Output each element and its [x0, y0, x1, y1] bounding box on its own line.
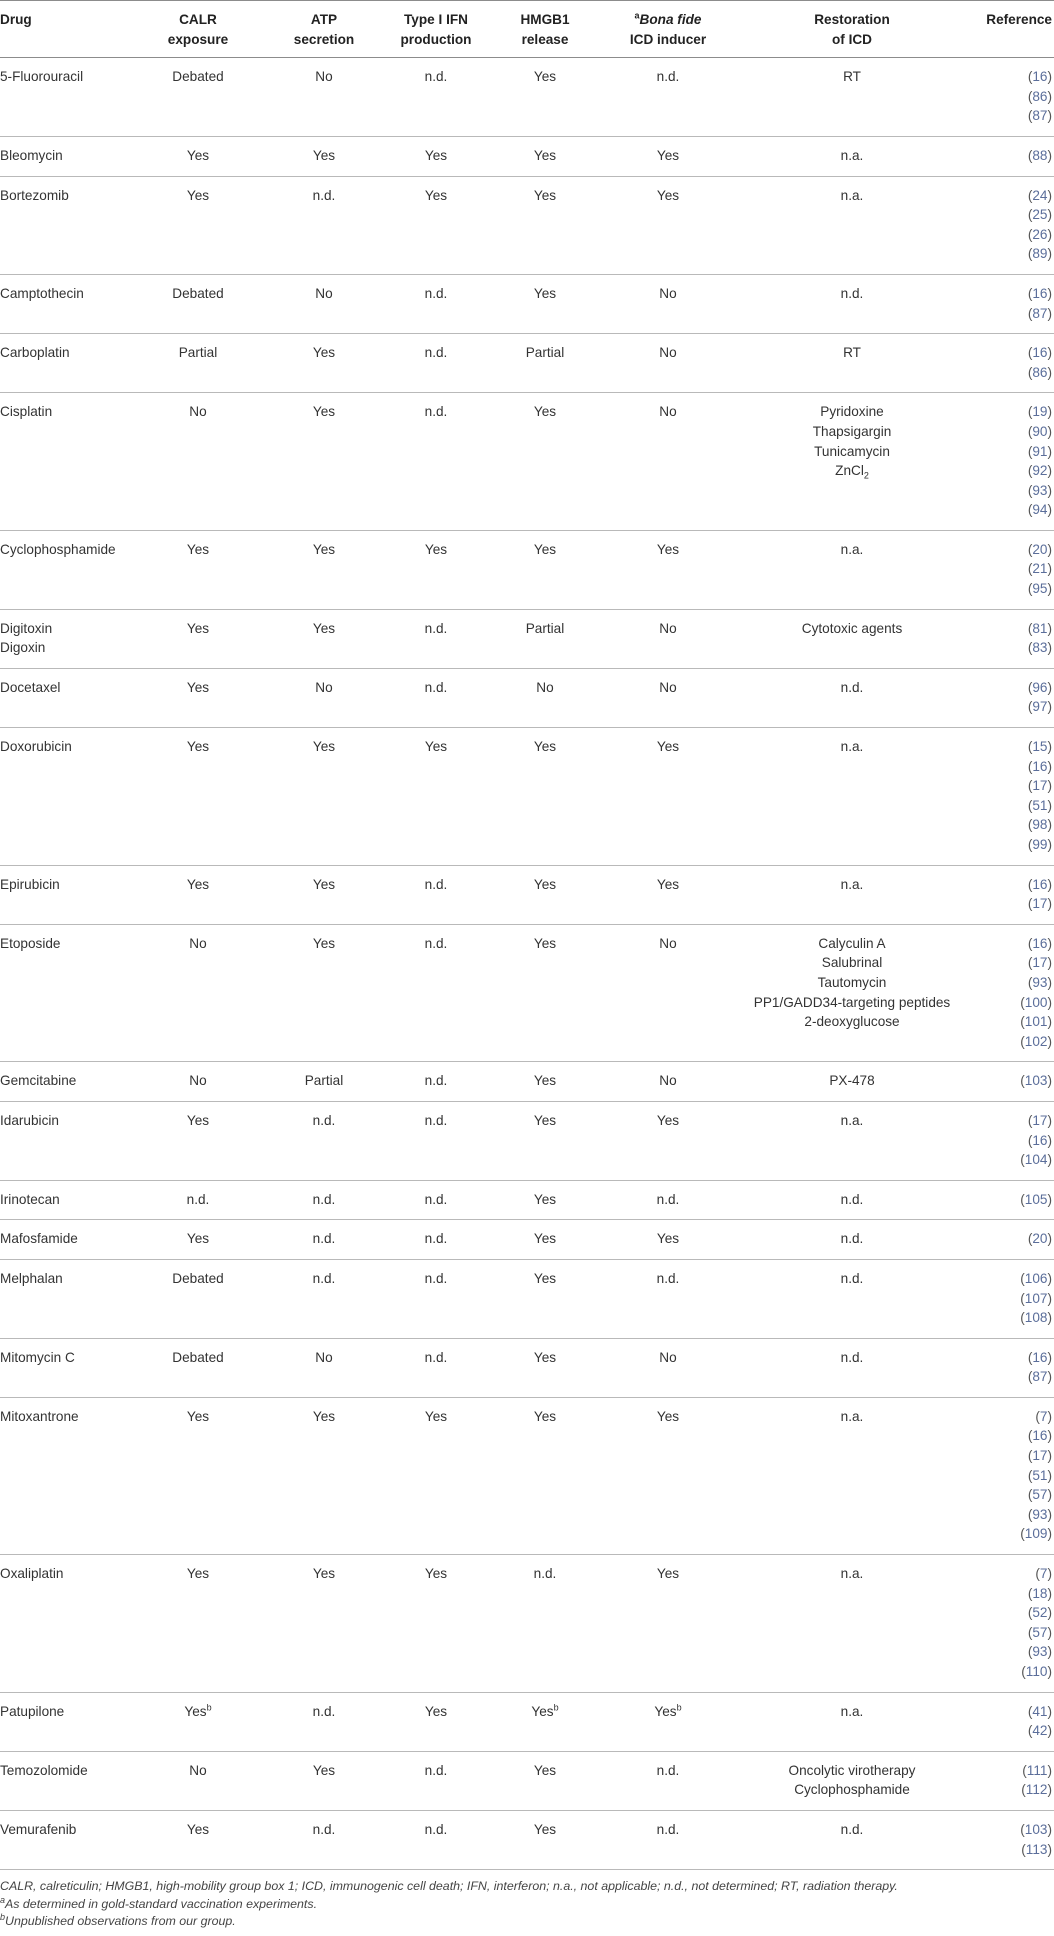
cell-atp: Yes [276, 1555, 372, 1693]
cell-atp: n.d. [276, 1692, 372, 1751]
cell-calr: No [120, 1751, 276, 1810]
cell-ifn: Yes [372, 176, 500, 274]
table-row [0, 1338, 1054, 1397]
header-hmgb1: HMGB1 release [500, 1, 590, 58]
reference-link[interactable]: (87) [1027, 1369, 1052, 1385]
table-row [0, 1751, 1054, 1810]
table-row [0, 530, 1054, 609]
cell-ifn: n.d. [372, 274, 500, 333]
table-row [0, 728, 1054, 866]
cell-hmgb1: Yes [500, 1062, 590, 1102]
cell-reference [958, 393, 1054, 531]
reference-link[interactable]: (51) [1027, 1467, 1052, 1483]
reference-link[interactable]: (16) [1027, 758, 1052, 774]
cell-atp: Yes [276, 530, 372, 609]
cell-drug: Epirubicin [0, 865, 120, 924]
reference-link[interactable]: (7) [1035, 1408, 1052, 1424]
cell-reference [958, 1692, 1054, 1751]
cell-calr: Yes [120, 1555, 276, 1693]
table-row [0, 176, 1054, 274]
cell-restoration: n.d. [746, 1220, 958, 1260]
cell-calr: Yes [120, 728, 276, 866]
cell-atp: Yes [276, 728, 372, 866]
cell-drug: Digitoxin Digoxin [0, 609, 120, 668]
reference-link[interactable]: (94) [1027, 502, 1052, 518]
cell-hmgb1: Partial [500, 334, 590, 393]
cell-calr: Yes [120, 609, 276, 668]
cell-calr: Yes [120, 530, 276, 609]
reference-link[interactable]: (112) [1021, 1782, 1052, 1798]
cell-atp: Yes [276, 334, 372, 393]
cell-restoration: n.a. [746, 1692, 958, 1751]
reference-link[interactable]: (16) [1027, 69, 1052, 85]
reference-link[interactable]: (113) [1021, 1841, 1052, 1857]
reference-link[interactable]: (95) [1027, 581, 1052, 597]
table-row [0, 1692, 1054, 1751]
cell-reference [958, 1555, 1054, 1693]
cell-calr: Yes [120, 1101, 276, 1180]
cell-icd: No [590, 1338, 746, 1397]
cell-reference [958, 1810, 1054, 1869]
cell-drug: Irinotecan [0, 1180, 120, 1220]
cell-calr: Yes [120, 1220, 276, 1260]
cell-ifn: n.d. [372, 1338, 500, 1397]
cell-restoration: Pyridoxine Thapsigargin Tunicamycin ZnCl$_2$ [746, 393, 958, 531]
cell-ifn: n.d. [372, 609, 500, 668]
cell-calr: n.d. [120, 1180, 276, 1220]
cell-calr: Yes [120, 136, 276, 176]
cell-calr: Yes [120, 668, 276, 727]
cell-reference [958, 274, 1054, 333]
cell-reference [958, 728, 1054, 866]
cell-atp: Yes [276, 924, 372, 1062]
cell-drug: Vemurafenib [0, 1810, 120, 1869]
cell-ifn: n.d. [372, 865, 500, 924]
reference-link[interactable]: (104) [1020, 1152, 1052, 1168]
cell-hmgb1: Yes$^b$ [500, 1692, 590, 1751]
cell-icd: Yes [590, 1397, 746, 1554]
reference-link[interactable]: (90) [1027, 423, 1052, 439]
cell-drug: Cisplatin [0, 393, 120, 531]
reference-link[interactable]: (15) [1027, 739, 1052, 755]
reference-link[interactable]: (108) [1020, 1310, 1052, 1326]
header-atp: ATP secretion [276, 1, 372, 58]
cell-restoration: n.d. [746, 1259, 958, 1338]
cell-icd: No [590, 274, 746, 333]
cell-hmgb1: Yes [500, 274, 590, 333]
cell-drug: 5-Fluorouracil [0, 58, 120, 137]
reference-link[interactable]: (111) [1022, 1762, 1052, 1778]
table-row [0, 274, 1054, 333]
cell-atp: Yes [276, 1397, 372, 1554]
cell-hmgb1: Yes [500, 728, 590, 866]
table-row [0, 1259, 1054, 1338]
cell-icd: No [590, 334, 746, 393]
cell-ifn: n.d. [372, 1101, 500, 1180]
cell-restoration: n.a. [746, 728, 958, 866]
reference-link[interactable]: (93) [1027, 1644, 1052, 1660]
cell-drug: Docetaxel [0, 668, 120, 727]
cell-reference [958, 1220, 1054, 1260]
cell-reference [958, 1397, 1054, 1554]
reference-link[interactable]: (16) [1027, 876, 1052, 892]
cell-calr: No [120, 924, 276, 1062]
cell-icd: Yes [590, 865, 746, 924]
cell-reference [958, 1180, 1054, 1220]
cell-icd: n.d. [590, 1751, 746, 1810]
cell-calr: No [120, 1062, 276, 1102]
reference-link[interactable]: (17) [1027, 896, 1052, 912]
cell-atp: No [276, 274, 372, 333]
cell-drug: Melphalan [0, 1259, 120, 1338]
cell-hmgb1: Yes [500, 1101, 590, 1180]
reference-link[interactable]: (106) [1020, 1270, 1052, 1286]
cell-hmgb1: n.d. [500, 1555, 590, 1693]
reference-link[interactable]: (105) [1020, 1191, 1052, 1207]
cell-atp: Partial [276, 1062, 372, 1102]
cell-icd: Yes [590, 1101, 746, 1180]
table-row [0, 58, 1054, 137]
cell-drug: Temozolomide [0, 1751, 120, 1810]
cell-drug: Patupilone [0, 1692, 120, 1751]
reference-link[interactable]: (93) [1027, 482, 1052, 498]
cell-hmgb1: Yes [500, 58, 590, 137]
header-restoration: Restoration of ICD [746, 1, 958, 58]
table-row [0, 136, 1054, 176]
reference-link[interactable]: (51) [1027, 797, 1052, 813]
reference-link[interactable]: (89) [1027, 246, 1052, 262]
reference-link[interactable]: (101) [1020, 1014, 1052, 1030]
cell-restoration: PX-478 [746, 1062, 958, 1102]
cell-atp: Yes [276, 393, 372, 531]
cell-ifn: n.d. [372, 393, 500, 531]
reference-link[interactable]: (26) [1027, 226, 1052, 242]
reference-link[interactable]: (86) [1027, 88, 1052, 104]
cell-ifn: Yes [372, 728, 500, 866]
table-row [0, 393, 1054, 531]
cell-ifn: n.d. [372, 1220, 500, 1260]
cell-drug: Mitomycin C [0, 1338, 120, 1397]
cell-restoration: n.d. [746, 274, 958, 333]
reference-link[interactable]: (81) [1027, 620, 1052, 636]
cell-restoration: RT [746, 334, 958, 393]
cell-hmgb1: Yes [500, 924, 590, 1062]
reference-link[interactable]: (83) [1027, 640, 1052, 656]
cell-drug: Doxorubicin [0, 728, 120, 866]
cell-reference [958, 530, 1054, 609]
cell-restoration: Calyculin A Salubrinal Tautomycin PP1/GADD34-targeting peptides 2-deoxyglucose [746, 924, 958, 1062]
table-row [0, 609, 1054, 668]
cell-reference [958, 334, 1054, 393]
cell-atp: n.d. [276, 1259, 372, 1338]
header-row [0, 1, 1054, 58]
cell-atp: n.d. [276, 1220, 372, 1260]
cell-restoration: n.d. [746, 1338, 958, 1397]
header-drug: Drug [0, 1, 120, 58]
reference-link[interactable]: (20) [1027, 541, 1052, 557]
cell-reference [958, 609, 1054, 668]
table-row [0, 1220, 1054, 1260]
cell-restoration: n.a. [746, 136, 958, 176]
cell-calr: Debated [120, 1259, 276, 1338]
cell-ifn: Yes [372, 530, 500, 609]
cell-ifn: n.d. [372, 58, 500, 137]
reference-link[interactable]: (17) [1027, 1112, 1052, 1128]
cell-icd: No [590, 668, 746, 727]
header-calr: CALR exposure [120, 1, 276, 58]
cell-icd: No [590, 393, 746, 531]
cell-hmgb1: Partial [500, 609, 590, 668]
cell-atp: n.d. [276, 1101, 372, 1180]
reference-link[interactable]: (18) [1027, 1585, 1052, 1601]
cell-atp: n.d. [276, 1180, 372, 1220]
cell-ifn: n.d. [372, 1751, 500, 1810]
cell-ifn: n.d. [372, 668, 500, 727]
reference-link[interactable]: (25) [1027, 207, 1052, 223]
cell-hmgb1: Yes [500, 1751, 590, 1810]
cell-ifn: Yes [372, 1555, 500, 1693]
reference-link[interactable]: (91) [1027, 443, 1052, 459]
cell-icd: n.d. [590, 58, 746, 137]
cell-hmgb1: Yes [500, 1259, 590, 1338]
cell-calr: Yes$^b$ [120, 1692, 276, 1751]
cell-calr: Yes [120, 1810, 276, 1869]
cell-calr: Yes [120, 1397, 276, 1554]
cell-atp: n.d. [276, 176, 372, 274]
cell-restoration: n.a. [746, 530, 958, 609]
table-row [0, 865, 1054, 924]
cell-hmgb1: Yes [500, 393, 590, 531]
cell-reference [958, 58, 1054, 137]
cell-drug: Oxaliplatin [0, 1555, 120, 1693]
reference-link[interactable]: (16) [1027, 285, 1052, 301]
cell-atp: Yes [276, 609, 372, 668]
cell-drug: Bleomycin [0, 136, 120, 176]
cell-icd: n.d. [590, 1180, 746, 1220]
cell-icd: Yes [590, 530, 746, 609]
reference-link[interactable]: (109) [1020, 1526, 1052, 1542]
cell-reference [958, 1259, 1054, 1338]
cell-restoration: n.a. [746, 1555, 958, 1693]
table-row [0, 1101, 1054, 1180]
reference-link[interactable]: (20) [1027, 1231, 1052, 1247]
table-header [0, 1, 1054, 58]
cell-hmgb1: Yes [500, 1397, 590, 1554]
reference-link[interactable]: (16) [1027, 1132, 1052, 1148]
reference-link[interactable]: (86) [1027, 364, 1052, 380]
header-icd-inducer: $^a$Bona fide ICD inducer [590, 1, 746, 58]
reference-link[interactable]: (16) [1027, 345, 1052, 361]
cell-drug: Etoposide [0, 924, 120, 1062]
footnote-abbreviations: CALR, calreticulin; HMGB1, high-mobility group box 1; ICD, immunogenic cell death; IFN, interferon; n.a., not applicable; n.d., not determined; RT, radiation therapy. [0, 1879, 898, 1894]
reference-link[interactable]: (19) [1027, 404, 1052, 420]
table-row [0, 668, 1054, 727]
cell-hmgb1: Yes [500, 1338, 590, 1397]
reference-link[interactable]: (17) [1027, 778, 1052, 794]
cell-icd: n.d. [590, 1810, 746, 1869]
cell-calr: Yes [120, 176, 276, 274]
table-body [0, 58, 1054, 1870]
cell-icd: No [590, 1062, 746, 1102]
cell-ifn: n.d. [372, 1180, 500, 1220]
table-row [0, 1555, 1054, 1693]
cell-ifn: Yes [372, 1692, 500, 1751]
reference-link[interactable]: (21) [1027, 561, 1052, 577]
cell-atp: No [276, 58, 372, 137]
cell-reference [958, 176, 1054, 274]
header-ifn: Type I IFN production [372, 1, 500, 58]
cell-icd: Yes [590, 176, 746, 274]
cell-atp: Yes [276, 136, 372, 176]
cell-atp: No [276, 668, 372, 727]
cell-ifn: n.d. [372, 1810, 500, 1869]
cell-hmgb1: Yes [500, 176, 590, 274]
table-row [0, 1062, 1054, 1102]
cell-hmgb1: Yes [500, 1220, 590, 1260]
reference-link[interactable]: (16) [1027, 935, 1052, 951]
cell-restoration: n.a. [746, 176, 958, 274]
cell-icd: Yes [590, 728, 746, 866]
reference-link[interactable]: (57) [1027, 1624, 1052, 1640]
table-row [0, 1810, 1054, 1869]
header-reference: Reference [958, 1, 1054, 58]
reference-link[interactable]: (93) [1027, 974, 1052, 990]
cell-restoration: Cytotoxic agents [746, 609, 958, 668]
table-row [0, 1397, 1054, 1554]
reference-link[interactable]: (7) [1035, 1566, 1052, 1582]
cell-drug: Camptothecin [0, 274, 120, 333]
cell-icd: Yes [590, 1555, 746, 1693]
cell-calr: Debated [120, 1338, 276, 1397]
reference-link[interactable]: (24) [1027, 187, 1052, 203]
cell-atp: n.d. [276, 1810, 372, 1869]
cell-icd: Yes [590, 136, 746, 176]
cell-drug: Bortezomib [0, 176, 120, 274]
cell-drug: Cyclophosphamide [0, 530, 120, 609]
cell-restoration: n.d. [746, 1180, 958, 1220]
reference-link[interactable]: (96) [1027, 679, 1052, 695]
cell-restoration: n.d. [746, 668, 958, 727]
reference-link[interactable]: (88) [1027, 147, 1052, 163]
cell-hmgb1: Yes [500, 1180, 590, 1220]
cell-calr: Yes [120, 865, 276, 924]
cell-icd: No [590, 609, 746, 668]
cell-drug: Gemcitabine [0, 1062, 120, 1102]
reference-link[interactable]: (107) [1020, 1290, 1052, 1306]
cell-hmgb1: Yes [500, 1810, 590, 1869]
reference-link[interactable]: (92) [1027, 463, 1052, 479]
reference-link[interactable]: (52) [1027, 1605, 1052, 1621]
reference-link[interactable]: (103) [1020, 1073, 1052, 1089]
cell-restoration: n.a. [746, 865, 958, 924]
cell-hmgb1: Yes [500, 530, 590, 609]
cell-restoration: n.d. [746, 1810, 958, 1869]
cell-hmgb1: Yes [500, 136, 590, 176]
cell-hmgb1: No [500, 668, 590, 727]
table-row [0, 1180, 1054, 1220]
reference-link[interactable]: (110) [1021, 1664, 1052, 1679]
table-footnotes [0, 1870, 1054, 1930]
cell-ifn: n.d. [372, 1062, 500, 1102]
cell-reference [958, 865, 1054, 924]
cell-calr: No [120, 393, 276, 531]
reference-link[interactable]: (97) [1027, 699, 1052, 715]
reference-link[interactable]: (98) [1027, 817, 1052, 833]
reference-link[interactable]: (87) [1027, 108, 1052, 124]
cell-atp: No [276, 1338, 372, 1397]
reference-link[interactable]: (100) [1020, 994, 1052, 1010]
table-row [0, 924, 1054, 1062]
reference-link[interactable]: (103) [1020, 1821, 1052, 1837]
reference-link[interactable]: (16) [1027, 1428, 1052, 1444]
cell-drug: Mitoxantrone [0, 1397, 120, 1554]
reference-link[interactable]: (99) [1027, 837, 1052, 852]
footnote-mark-a: a [634, 10, 640, 21]
cell-icd: Yes [590, 1220, 746, 1260]
reference-link[interactable]: (17) [1027, 955, 1052, 971]
cell-drug: Mafosfamide [0, 1220, 120, 1260]
cell-ifn: n.d. [372, 334, 500, 393]
cell-calr: Debated [120, 274, 276, 333]
cell-restoration: n.a. [746, 1397, 958, 1554]
cell-calr: Debated [120, 58, 276, 137]
cell-drug: Carboplatin [0, 334, 120, 393]
cell-reference [958, 136, 1054, 176]
cell-icd: No [590, 924, 746, 1062]
cell-atp: Yes [276, 1751, 372, 1810]
reference-link[interactable]: (87) [1027, 305, 1052, 321]
cell-ifn: Yes [372, 136, 500, 176]
cell-reference [958, 1751, 1054, 1810]
cell-ifn: n.d. [372, 924, 500, 1062]
footnote-b: $^b$Unpublished observations from our group. [0, 1911, 236, 1928]
reference-link[interactable]: (42) [1027, 1723, 1052, 1739]
reference-link[interactable]: (57) [1027, 1487, 1052, 1503]
cell-reference [958, 668, 1054, 727]
reference-link[interactable]: (17) [1027, 1448, 1052, 1464]
cell-calr: Partial [120, 334, 276, 393]
cell-reference [958, 1062, 1054, 1102]
reference-link[interactable]: (93) [1027, 1506, 1052, 1522]
table-row [0, 334, 1054, 393]
cell-hmgb1: Yes [500, 865, 590, 924]
cell-drug: Idarubicin [0, 1101, 120, 1180]
reference-link[interactable]: (41) [1027, 1703, 1052, 1719]
reference-link[interactable]: (16) [1027, 1349, 1052, 1365]
cell-reference [958, 924, 1054, 1062]
cell-reference [958, 1338, 1054, 1397]
cell-icd: Yes$^b$ [590, 1692, 746, 1751]
reference-link[interactable]: (102) [1020, 1033, 1052, 1049]
cell-restoration: Oncolytic virotherapy Cyclophosphamide [746, 1751, 958, 1810]
footnote-a: $^a$As determined in gold-standard vaccination experiments. [0, 1894, 318, 1911]
cell-icd: n.d. [590, 1259, 746, 1338]
cell-atp: Yes [276, 865, 372, 924]
cell-ifn: Yes [372, 1397, 500, 1554]
cell-reference [958, 1101, 1054, 1180]
cell-restoration: n.a. [746, 1101, 958, 1180]
cell-restoration: RT [746, 58, 958, 137]
cell-ifn: n.d. [372, 1259, 500, 1338]
